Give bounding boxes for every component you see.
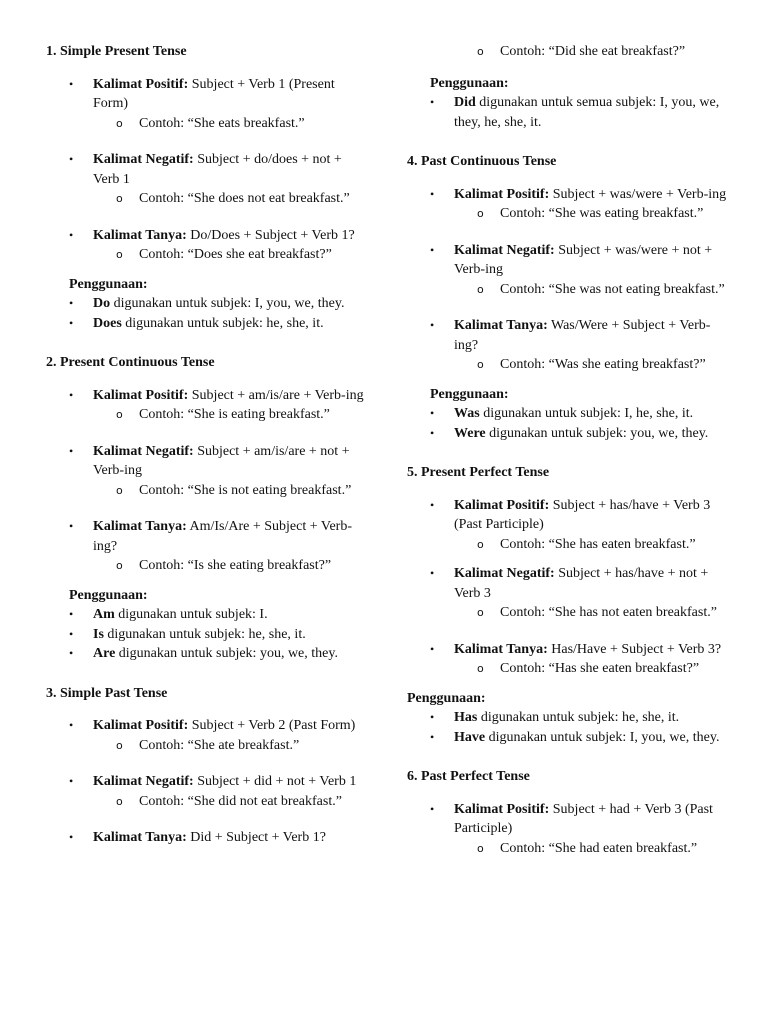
section-title: 2. Present Continuous Tense	[46, 355, 215, 370]
example-line	[454, 603, 729, 623]
item-formula: Subject + has/have + not + Verb 3	[454, 566, 709, 601]
item-formula: Was/Were + Subject + Verb-ing?	[454, 318, 711, 353]
example-text: Contoh: “Has she eaten breakfast?”	[500, 661, 700, 676]
section-title: 1. Simple Present Tense	[46, 44, 187, 59]
usage-text: digunakan untuk subjek: he, she, it.	[477, 710, 680, 725]
bullet-icon: •	[430, 801, 435, 816]
item-formula: Subject + am/is/are + not + Verb-ing	[93, 443, 350, 478]
negative-sentence-item	[46, 772, 366, 811]
item-formula: Subject + was/were + not + Verb-ing	[454, 242, 713, 277]
sub-bullet-icon: o	[477, 662, 484, 675]
left-column	[46, 42, 366, 868]
section-present-continuous	[46, 353, 366, 664]
example-text: Contoh: “She had eaten breakfast.”	[500, 840, 698, 856]
item-label: Kalimat Tanya:	[454, 318, 548, 333]
example-line	[454, 280, 729, 300]
usage-list	[407, 404, 729, 443]
usage-item	[46, 294, 366, 314]
sub-bullet-icon: o	[116, 116, 123, 130]
bullet-icon: •	[69, 519, 74, 533]
section-title: 4. Past Continuous Tense	[407, 154, 557, 169]
negative-sentence-item	[46, 442, 366, 501]
section-title: 6. Past Perfect Tense	[407, 769, 530, 784]
item-label: Kalimat Positif:	[93, 718, 189, 733]
question-sentence-item	[407, 640, 729, 679]
usage-text: digunakan untuk semua subjek: I, you, we, they, he, she, it.	[454, 95, 720, 130]
positive-sentence-item	[46, 386, 366, 425]
bullet-icon: •	[69, 830, 74, 844]
usage-heading: Penggunaan:	[407, 690, 486, 706]
example-text: Contoh: “She is not eating breakfast.”	[139, 482, 352, 498]
item-label: Kalimat Positif:	[454, 186, 550, 202]
bullet-icon: •	[430, 425, 435, 440]
bullet-icon: •	[430, 641, 435, 656]
example-text: Contoh: “She eats breakfast.”	[139, 115, 305, 131]
sub-bullet-icon: o	[116, 192, 123, 205]
usage-text: digunakan untuk subjek: you, we, they.	[485, 425, 709, 441]
usage-keyword: Does	[93, 315, 122, 331]
item-formula: Subject + has/have + Verb 3 (Past Participle)	[454, 497, 711, 532]
item-formula: Subject + am/is/are + Verb-ing	[188, 387, 364, 403]
item-label: Kalimat Tanya:	[93, 519, 187, 534]
section-simple-present	[46, 42, 366, 333]
example-text: Contoh: “She was eating breakfast.”	[500, 206, 704, 221]
item-label: Kalimat Tanya:	[93, 830, 187, 845]
example-line	[93, 556, 366, 576]
item-label: Kalimat Positif:	[93, 76, 189, 92]
usage-keyword: Were	[454, 425, 486, 441]
section-past-continuous	[407, 152, 729, 443]
example-text: Contoh: “Does she eat breakfast?”	[139, 247, 332, 262]
usage-keyword: Am	[93, 607, 115, 622]
example-line	[93, 792, 366, 812]
item-formula: Has/Have + Subject + Verb 3?	[547, 641, 722, 657]
sub-bullet-icon: o	[116, 248, 123, 261]
example-line	[93, 189, 366, 209]
bullet-icon: •	[430, 406, 435, 420]
example-text: Contoh: “She does not eat breakfast.”	[139, 191, 350, 206]
bullet-icon: •	[69, 387, 74, 402]
usage-text: digunakan untuk subjek: you, we, they.	[115, 646, 338, 661]
positive-sentence-item	[46, 75, 366, 134]
example-line	[454, 204, 729, 224]
item-formula: Subject + was/were + Verb-ing	[549, 186, 727, 202]
sub-bullet-icon: o	[477, 45, 484, 58]
example-line	[407, 42, 729, 62]
item-label: Kalimat Positif:	[454, 497, 550, 513]
sub-bullet-icon: o	[477, 282, 484, 296]
section-title: 3. Simple Past Tense	[46, 685, 168, 701]
usage-text: digunakan untuk subjek: I, he, she, it.	[479, 406, 694, 421]
sub-bullet-icon: o	[477, 358, 484, 371]
positive-sentence-item	[407, 496, 729, 555]
bullet-icon: •	[69, 315, 74, 330]
usage-keyword: Has	[454, 710, 478, 725]
usage-heading: Penggunaan:	[430, 75, 509, 91]
usage-item	[46, 644, 366, 664]
sub-bullet-icon: o	[116, 408, 123, 421]
example-line	[454, 659, 729, 679]
item-formula: Subject + Verb 2 (Past Form)	[188, 718, 356, 733]
bullet-icon: •	[430, 318, 435, 332]
usage-item	[407, 93, 729, 132]
usage-item	[46, 314, 366, 334]
bullet-icon: •	[430, 186, 435, 201]
example-text: Contoh: “She has eaten breakfast.”	[500, 536, 696, 552]
item-formula: Subject + do/does + not + Verb 1	[93, 152, 342, 187]
sub-bullet-icon: o	[116, 559, 123, 572]
sub-bullet-icon: o	[477, 841, 484, 855]
usage-keyword: Was	[454, 406, 480, 421]
usage-heading: Penggunaan:	[69, 587, 148, 603]
usage-heading: Penggunaan:	[430, 386, 509, 402]
bullet-icon: •	[69, 296, 74, 310]
example-text: Contoh: “Did she eat breakfast?”	[500, 44, 686, 59]
example-line	[93, 736, 366, 756]
item-label: Kalimat Tanya:	[454, 641, 548, 657]
section-simple-past-continued	[407, 42, 729, 132]
question-sentence-item	[407, 316, 729, 375]
sub-bullet-icon: o	[477, 537, 484, 551]
usage-keyword: Do	[93, 296, 111, 311]
usage-text: digunakan untuk subjek: I, you, we, they.	[110, 296, 345, 311]
section-title: 5. Present Perfect Tense	[407, 465, 550, 480]
question-sentence-item	[46, 517, 366, 576]
item-formula: Do/Does + Subject + Verb 1?	[186, 227, 355, 243]
item-label: Kalimat Negatif:	[93, 152, 194, 167]
item-label: Kalimat Tanya:	[93, 227, 187, 243]
bullet-icon: •	[69, 152, 74, 166]
bullet-icon: •	[69, 443, 74, 458]
sub-bullet-icon: o	[116, 794, 123, 808]
section-simple-past	[46, 684, 366, 848]
usage-list	[407, 708, 729, 747]
example-line	[93, 245, 366, 265]
example-line	[93, 405, 366, 425]
usage-keyword: Have	[454, 729, 486, 745]
usage-item	[407, 728, 729, 748]
bullet-icon: •	[69, 646, 74, 660]
item-formula: Subject + did + not + Verb 1	[193, 774, 357, 789]
item-label: Kalimat Negatif:	[454, 242, 555, 258]
sub-bullet-icon: o	[477, 606, 484, 619]
section-past-perfect	[407, 767, 729, 858]
bullet-icon: •	[69, 607, 74, 621]
usage-text: digunakan untuk subjek: he, she, it.	[103, 626, 306, 642]
positive-sentence-item	[46, 716, 366, 755]
bullet-icon: •	[430, 566, 435, 580]
usage-keyword: Did	[454, 95, 476, 110]
usage-item	[46, 605, 366, 625]
example-line	[454, 535, 729, 555]
usage-list	[407, 93, 729, 132]
negative-sentence-item	[407, 241, 729, 300]
example-text: Contoh: “She has not eaten breakfast.”	[500, 605, 717, 620]
question-sentence-item	[46, 226, 366, 265]
positive-sentence-item	[407, 800, 729, 859]
bullet-icon: •	[430, 729, 435, 744]
sub-bullet-icon: o	[116, 483, 123, 497]
right-column	[407, 42, 729, 858]
example-line	[93, 481, 366, 501]
item-formula: Subject + had + Verb 3 (Past Participle)	[454, 801, 713, 836]
bullet-icon: •	[430, 497, 435, 512]
section-present-perfect	[407, 463, 729, 747]
bullet-icon: •	[430, 95, 435, 109]
usage-item	[407, 424, 729, 444]
example-text: Contoh: “She is eating breakfast.”	[139, 407, 330, 422]
usage-list	[46, 294, 366, 333]
negative-sentence-item	[46, 150, 366, 209]
example-text: Contoh: “She was not eating breakfast.”	[500, 281, 725, 297]
usage-keyword: Are	[93, 646, 116, 661]
item-formula: Subject + Verb 1 (Present Form)	[93, 76, 335, 111]
example-text: Contoh: “She ate breakfast.”	[139, 737, 300, 753]
item-formula: Am/Is/Are + Subject + Verb-ing?	[93, 519, 352, 554]
sub-bullet-icon: o	[116, 738, 123, 752]
usage-keyword: Is	[93, 626, 104, 642]
bullet-icon: •	[69, 626, 74, 641]
usage-text: digunakan untuk subjek: he, she, it.	[121, 315, 324, 331]
sub-bullet-icon: o	[477, 207, 484, 220]
usage-heading: Penggunaan:	[69, 276, 148, 292]
example-text: Contoh: “Is she eating breakfast?”	[139, 558, 332, 573]
usage-text: digunakan untuk subjek: I.	[114, 607, 268, 622]
bullet-icon: •	[430, 710, 435, 724]
item-formula: Did + Subject + Verb 1?	[186, 830, 326, 845]
usage-list	[46, 605, 366, 664]
item-label: Kalimat Negatif:	[93, 443, 194, 459]
item-label: Kalimat Positif:	[93, 387, 189, 403]
question-sentence-item	[46, 828, 366, 848]
negative-sentence-item	[407, 564, 729, 623]
usage-item	[407, 708, 729, 728]
bullet-icon: •	[69, 227, 74, 242]
usage-item	[407, 404, 729, 424]
bullet-icon: •	[69, 76, 74, 91]
positive-sentence-item	[407, 185, 729, 224]
example-line	[454, 839, 729, 859]
example-line	[93, 114, 366, 134]
bullet-icon: •	[69, 774, 74, 788]
bullet-icon: •	[430, 242, 435, 257]
item-label: Kalimat Negatif:	[454, 566, 555, 581]
example-text: Contoh: “Was she eating breakfast?”	[500, 357, 706, 372]
example-text: Contoh: “She did not eat breakfast.”	[139, 793, 342, 809]
bullet-icon: •	[69, 718, 74, 732]
usage-text: digunakan untuk subjek: I, you, we, they.	[485, 729, 720, 745]
usage-item	[46, 625, 366, 645]
item-label: Kalimat Positif:	[454, 801, 550, 817]
item-label: Kalimat Negatif:	[93, 774, 194, 789]
example-line	[454, 355, 729, 375]
